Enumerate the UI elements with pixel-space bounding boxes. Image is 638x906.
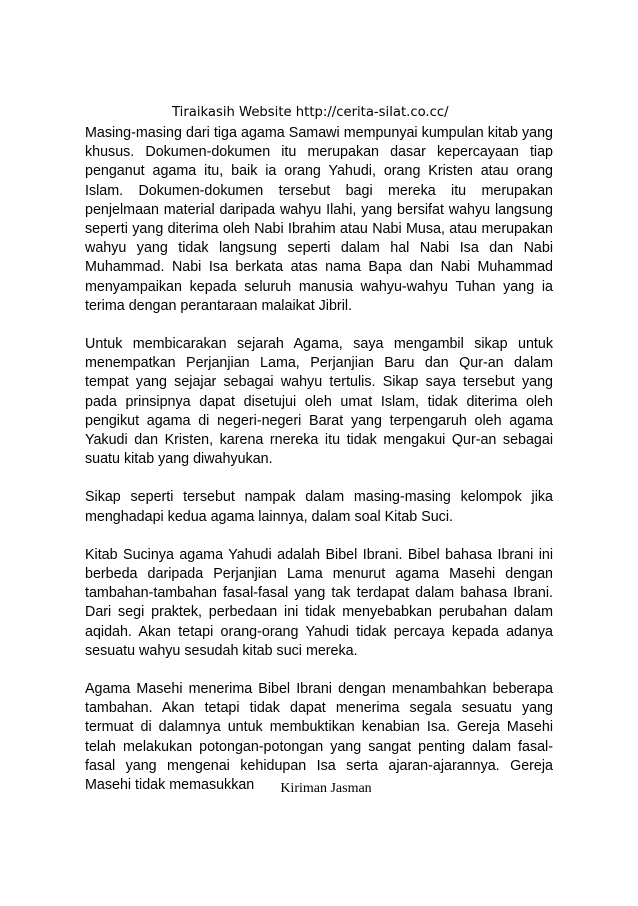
paragraph: Kitab Sucinya agama Yahudi adalah Bibel Ibrani. Bibel bahasa Ibrani ini berbeda daripada Perjanjian Lama menurut agama Masehi dengan tambahan-tambahan fasal-fasal yang tak terdapat dalam bahasa Ibrani. Dari segi praktek, perbedaan ini tidak menyebabkan perubahan dalam aqidah. Akan tetapi orang-orang Yahudi tidak percaya kepada adanya sesuatu wahyu sesudah kitab suci mereka. (85, 546, 553, 659)
paragraph: Agama Masehi menerima Bibel Ibrani dengan menambahkan beberapa tambahan. Akan tetapi tidak dapat menerima segala sesuatu yang termuat di dalamnya untuk membuktikan kenabian Isa. Gereja Masehi telah melakukan potongan-potongan yang sangat penting dalam fasal-fasal yang mengenai kehidupan Isa serta ajaran-ajarannya. Gereja Masehi tidak memasukkan (85, 681, 553, 794)
body-text (85, 124, 553, 795)
paragraph: Sikap seperti tersebut nampak dalam masing-masing kelompok jika menghadapi kedua agama lainnya, dalam soal Kitab Suci. (85, 489, 553, 525)
page-header: Tiraikasih Website http://cerita-silat.co.cc/ (172, 105, 449, 120)
paragraph: Masing-masing dari tiga agama Samawi mempunyai kumpulan kitab yang khusus. Dokumen-dokumen itu merupakan dasar kepercayaan tiap penganut agama itu, baik ia orang Yahudi, orang Kristen atau orang Islam. Dokumen-dokumen tersebut bagi mereka itu merupakan penjelmaan material daripada wahyu Ilahi, yang bersifat wahyu langsung seperti yang diterima oleh Nabi Ibrahim atau Nabi Musa, atau merupakan wahyu yang tidak langsung seperti dalam hal Nabi Isa dan Nabi Muhammad. Nabi Isa berkata atas nama Bapa dan Nabi Muhammad menyampaikan kepada seluruh manusia wahyu-wahyu Tuhan yang ia terima dengan perantaraan malaikat Jibril. (85, 125, 553, 314)
page-footer: Kiriman Jasman (280, 781, 372, 796)
paragraph: Untuk membicarakan sejarah Agama, saya mengambil sikap untuk menempatkan Perjanjian Lama, Perjanjian Baru dan Qur-an dalam tempat yang sejajar sebagai wahyu tertulis. Sikap saya tersebut yang pada prinsipnya dapat disetujui oleh umat Islam, tidak diterima oleh pengikut agama di negeri-negeri Barat yang terpengaruh oleh agama Yakudi dan Kristen, karena rnereka itu tidak mengakui Qur-an sebagai suatu kitab yang diwahyukan. (85, 336, 553, 468)
